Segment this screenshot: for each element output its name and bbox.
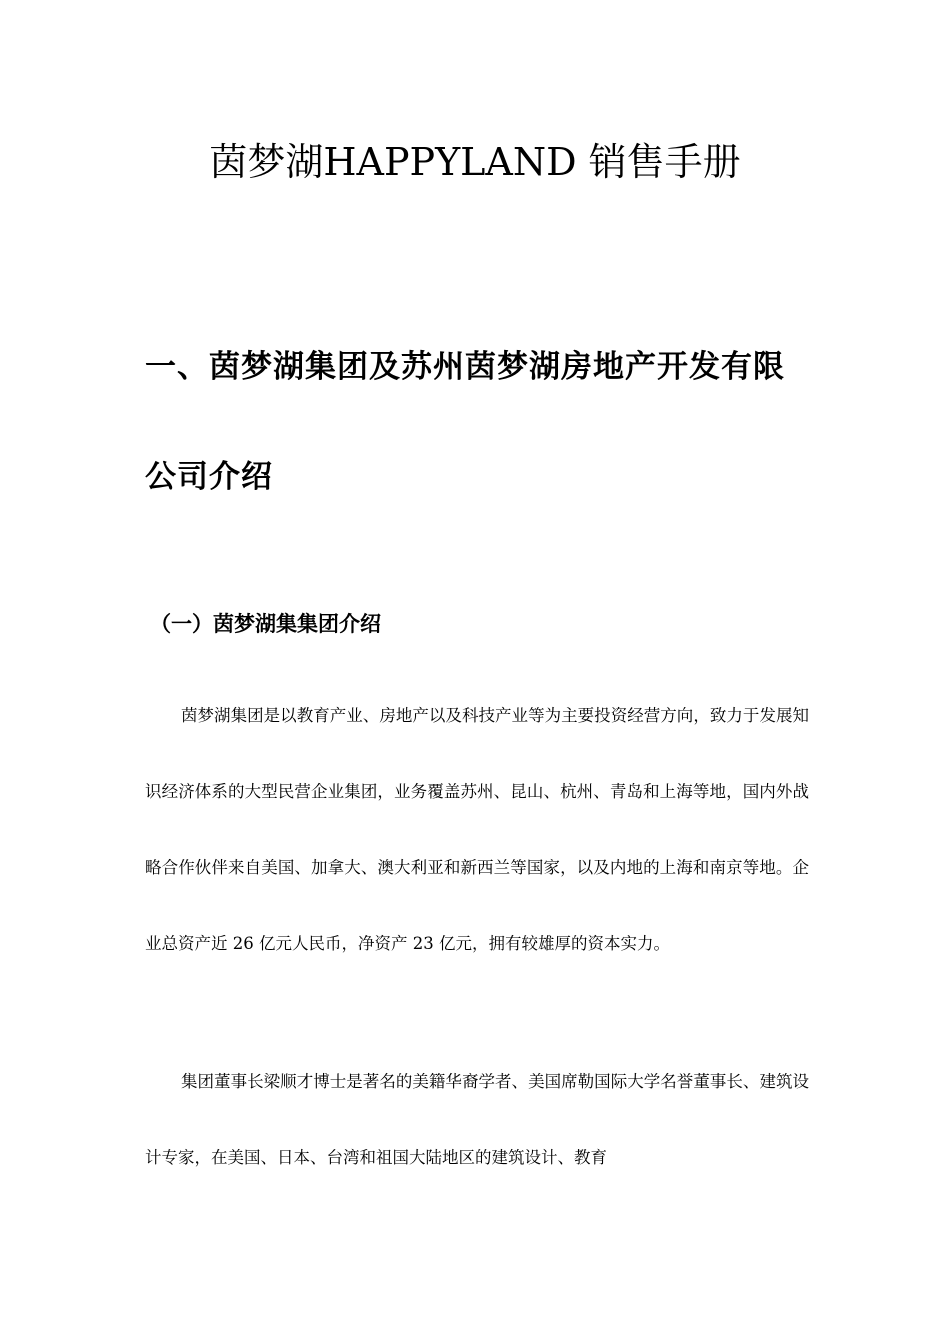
paragraph-group-intro: 茵梦湖集团是以教育产业、房地产以及科技产业等为主要投资经营方向，致力于发展知识经济体系的大型民营企业集团，业务覆盖苏州、昆山、杭州、青岛和上海等地，国内外战略合作伙伴来自美国、加拿大、澳大利亚和新西兰等国家，以及内地的上海和南京等地。企业总资产近 26 亿元人民币，净资产 23 亿元，拥有较雄厚的资本实力。 [145, 706, 809, 953]
paragraph-chairman: 集团董事长梁顺才博士是著名的美籍华裔学者、美国席勒国际大学名誉董事长、建筑设计专家，在美国、日本、台湾和祖国大陆地区的建筑设计、教育 [145, 1072, 809, 1167]
subsection-heading: （一）茵梦湖集集团介绍 [150, 612, 381, 636]
document-title: 茵梦湖HAPPYLAND 销售手册 [209, 140, 741, 184]
section-heading: 一、茵梦湖集团及苏州茵梦湖房地产开发有限公司介绍 [145, 349, 785, 495]
